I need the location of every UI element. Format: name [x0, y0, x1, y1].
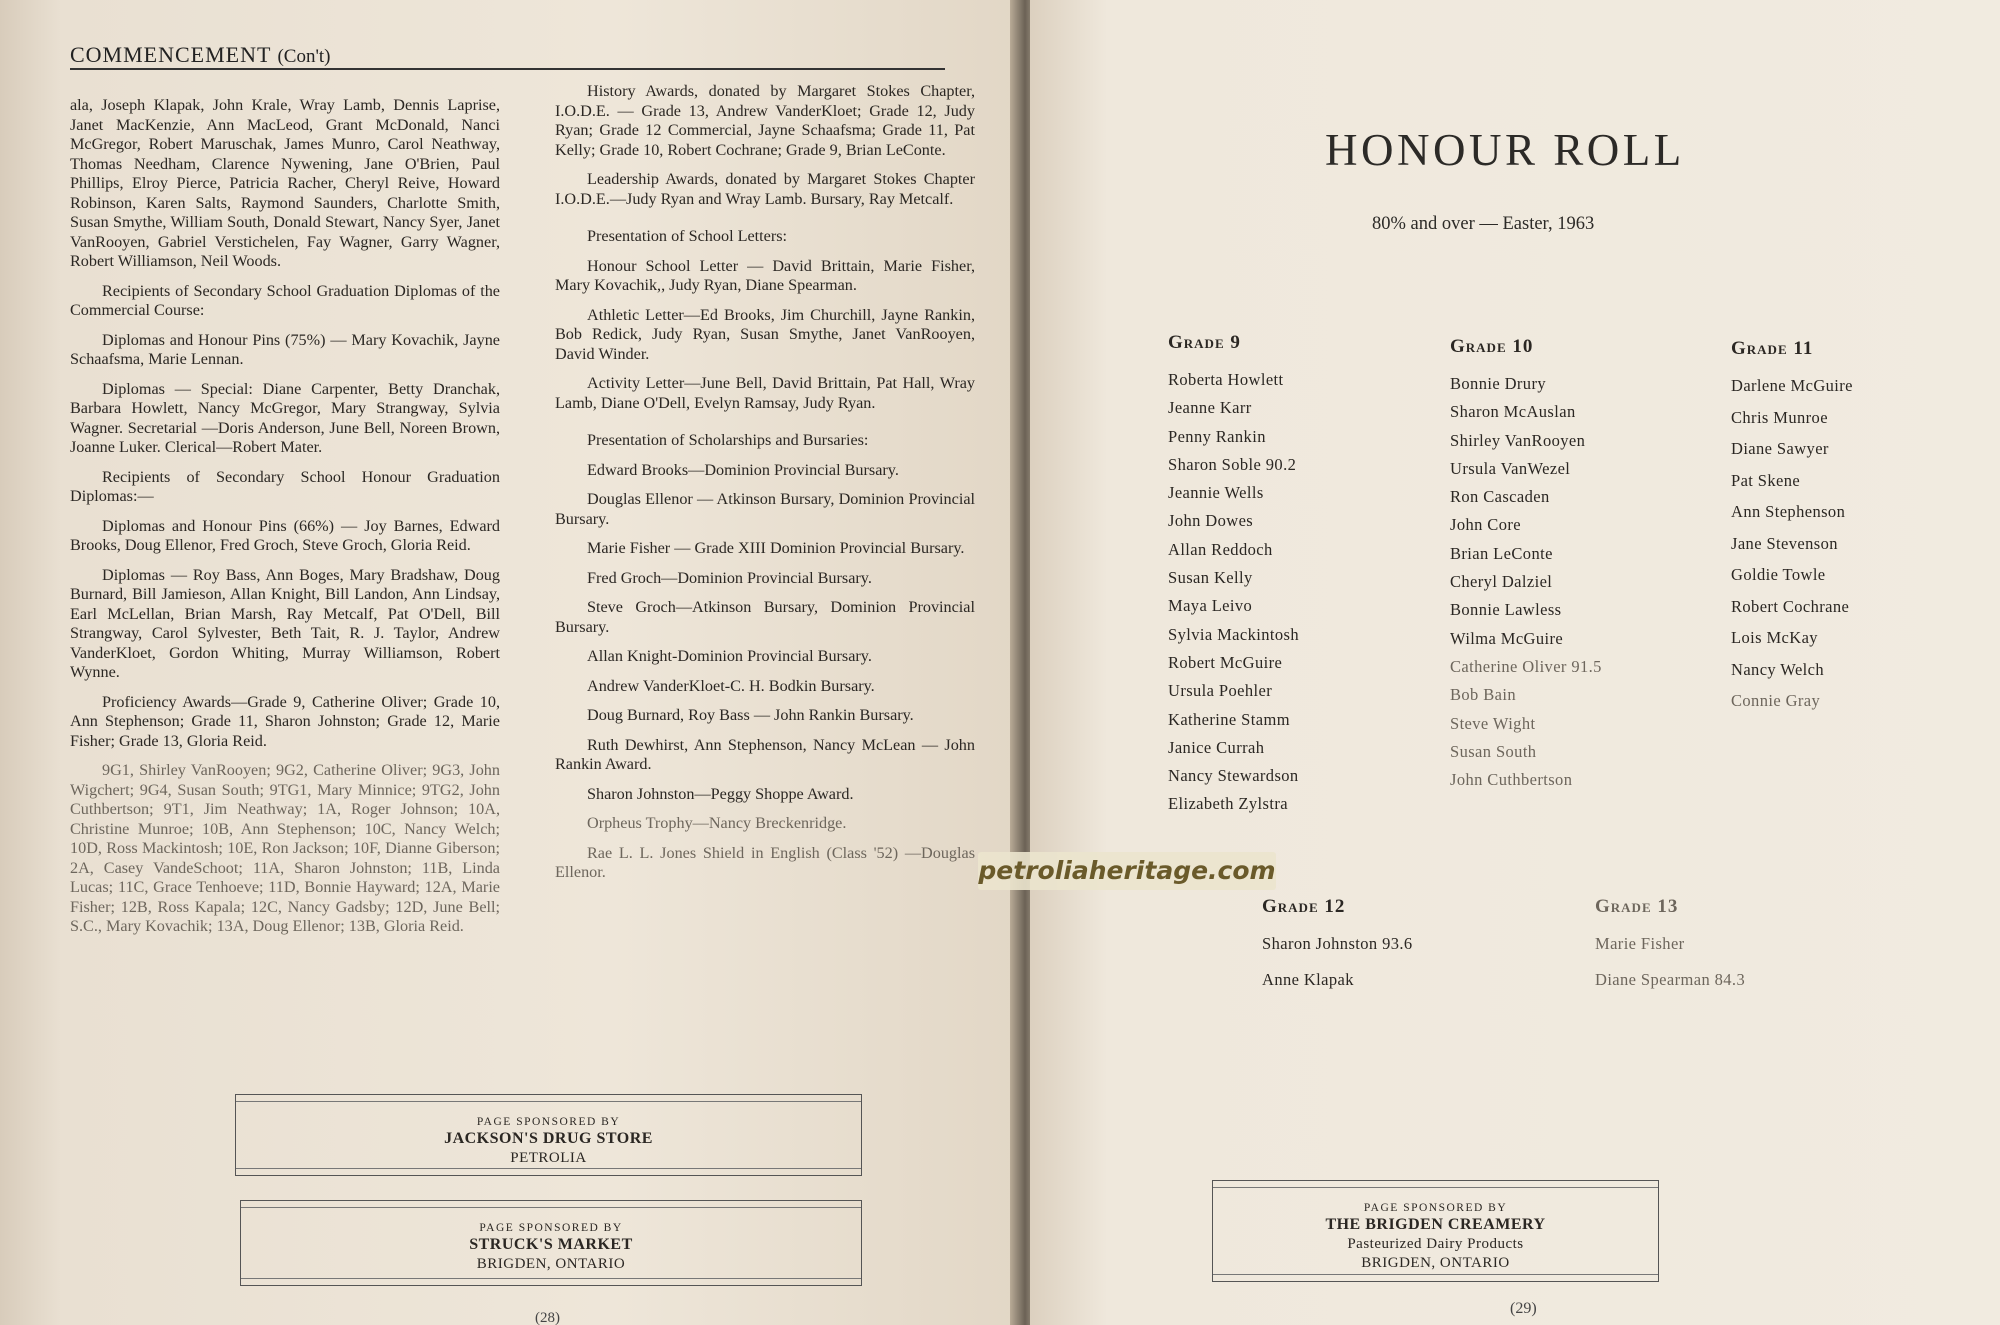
- list-item: Elizabeth Zylstra: [1168, 794, 1288, 814]
- list-item: Susan Kelly: [1168, 568, 1253, 588]
- list-item: Chris Munroe: [1731, 407, 1828, 427]
- sponsor-box-jacksons: [235, 1094, 862, 1176]
- paragraph: Doug Burnard, Roy Bass — John Rankin Bursary.: [587, 706, 914, 724]
- sponsor-name: STRUCK'S MARKET: [469, 1236, 633, 1253]
- list-item: Katherine Stamm: [1168, 709, 1290, 729]
- list-item: Roberta Howlett: [1168, 370, 1284, 389]
- paragraph: Steve Groch—Atkinson Bursary, Dominion Provincial Bursary.: [555, 598, 975, 636]
- paragraph: Edward Brooks—Dominion Provincial Bursary.: [587, 460, 899, 479]
- list-item: John Cuthbertson: [1450, 770, 1573, 790]
- list-item: Janice Currah: [1168, 737, 1265, 757]
- list-item: John Dowes: [1168, 511, 1254, 531]
- grade-10-list: [1450, 336, 1602, 798]
- list-item: Lois McKay: [1731, 628, 1818, 647]
- list-item: Shirley VanRooyen: [1450, 430, 1586, 450]
- paragraph: Diplomas and Honour Pins (75%) — Mary Kovachik, Jayne Schaafsma, Marie Lennan.: [70, 330, 500, 368]
- sponsor-box-inner: [1213, 1187, 1658, 1275]
- list-item: Sharon Johnston 93.6: [1262, 934, 1413, 953]
- paragraph: Diplomas — Special: Diane Carpenter, Betty Dranchak, Barbara Howlett, Nancy McGregor, Mary Strangway, Sylvia Wagner. Secretarial —Doris Anderson, June Bell, Noreen Brown, Joanne Luker. Clerical—Robert Mater.: [70, 379, 500, 456]
- watermark-logo: petroliaheritage.com: [978, 852, 1276, 890]
- grade-heading: Grade 12: [1262, 896, 1346, 917]
- list-item: Maya Leivo: [1168, 596, 1253, 616]
- list-item: Goldie Towle: [1731, 565, 1826, 584]
- left-column-b: [555, 82, 975, 893]
- paragraph: 9G1, Shirley VanRooyen; 9G2, Catherine Oliver; 9G3, John Wigchert; 9G4, Susan South; 9TG1, Mary Minnice; 9TG2, John Cuthbertson; 9T1, Jim Neathway; 1A, Roger Johnson; 10A, Christine Munroe; 10B, Ann Stephenson; 10C, Nancy Welch; 10D, Ross Mackintosh; 10E, Ron Jackson; 10F, Dianne Giberson; 2A, Casey VandeSchoot; 11A, Sharon Johnston; 11B, Linda Lucas; 11C, Grace Tenhoeve; 11D, Bonnie Hayward; 12A, Marie Fisher; 12B, Ross Kapala; 12C, Nancy Gadsby; 12D, June Bell; S.C., Mary Kovachik; 13A, Doug Ellenor; 13B, Gloria Reid.: [70, 761, 500, 935]
- grade-12-list: [1262, 896, 1413, 1006]
- paragraph: Honour School Letter — David Brittain, Marie Fisher, Mary Kovachik,, Judy Ryan, Diane Spearman.: [555, 256, 975, 294]
- list-item: Jane Stevenson: [1731, 533, 1838, 553]
- paragraph: Fred Groch—Dominion Provincial Bursary.: [587, 568, 872, 587]
- running-head-title: COMMENCEMENT: [70, 42, 272, 67]
- grade-heading: Grade 10: [1450, 336, 1534, 357]
- sponsor-tagline: Pasteurized Dairy Products: [1347, 1236, 1524, 1252]
- grade-11-list: [1731, 338, 1853, 723]
- list-item: Ursula Poehler: [1168, 681, 1273, 701]
- list-item: Nancy Stewardson: [1168, 766, 1299, 786]
- paragraph: Allan Knight-Dominion Provincial Bursary.: [587, 647, 872, 665]
- paragraph: Marie Fisher — Grade XIII Dominion Provincial Bursary.: [587, 539, 965, 557]
- page-number-left: (28): [535, 1310, 560, 1325]
- sponsor-location: BRIGDEN, ONTARIO: [1361, 1255, 1510, 1271]
- list-item: Ron Cascaden: [1450, 487, 1550, 507]
- list-item: Jeannie Wells: [1168, 483, 1264, 503]
- list-item: Penny Rankin: [1168, 426, 1266, 446]
- grade-9-list: [1168, 332, 1299, 823]
- sponsor-box-inner: [236, 1101, 861, 1169]
- section-heading: Presentation of School Letters:: [587, 227, 788, 245]
- list-item: Marie Fisher: [1595, 934, 1685, 953]
- list-item: Allan Reddoch: [1168, 539, 1273, 559]
- list-item: Nancy Welch: [1731, 659, 1825, 679]
- list-item: Cheryl Dalziel: [1450, 572, 1553, 592]
- list-item: Bonnie Drury: [1450, 374, 1546, 393]
- sponsor-name: THE BRIGDEN CREAMERY: [1325, 1216, 1546, 1233]
- paragraph: Ruth Dewhirst, Ann Stephenson, Nancy McLean — John Rankin Award.: [555, 735, 975, 773]
- sponsor-label: PAGE SPONSORED BY: [479, 1222, 623, 1234]
- paragraph: Diplomas — Roy Bass, Ann Boges, Mary Bradshaw, Doug Burnard, Bill Jamieson, Allan Knight, Bill Landon, Ann Lindsay, Earl McLellan, Brian Marsh, Ray Metcalf, Pat O'Dell, Bill Strangway, Carol Sylvester, Beth Tait, R. J. Taylor, Andrew VanderKloet, Gordon Whiting, Murray Williamson, Robert Wynne.: [70, 565, 500, 681]
- list-item: Pat Skene: [1731, 470, 1801, 490]
- running-head: [70, 42, 330, 68]
- list-item: Steve Wight: [1450, 713, 1536, 733]
- paragraph: History Awards, donated by Margaret Stokes Chapter, I.O.D.E. — Grade 13, Andrew VanderKloet; Grade 12, Judy Ryan; Grade 12 Commercial, Jayne Schaafsma; Grade 11, Pat Kelly; Grade 10, Robert Cochrane; Grade 9, Brian LeConte.: [555, 82, 975, 159]
- paragraph: Douglas Ellenor — Atkinson Bursary, Dominion Provincial Bursary.: [555, 490, 975, 528]
- sponsor-location: PETROLIA: [510, 1150, 587, 1166]
- grade-13-list: [1595, 896, 1745, 1006]
- list-item: Bonnie Lawless: [1450, 600, 1562, 620]
- list-item: Jeanne Karr: [1168, 398, 1252, 418]
- grade-heading: Grade 9: [1168, 332, 1241, 353]
- sponsor-box-brigden-creamery: [1212, 1180, 1659, 1282]
- running-head-cont: (Con't): [277, 46, 331, 67]
- paragraph: Recipients of Secondary School Graduation Diplomas of the Commercial Course:: [70, 281, 500, 319]
- header-rule: [70, 68, 945, 70]
- paragraph: Orpheus Trophy—Nancy Breckenridge.: [587, 814, 847, 832]
- list-item: Darlene McGuire: [1731, 376, 1853, 395]
- sponsor-label: PAGE SPONSORED BY: [1363, 1202, 1508, 1214]
- list-item: Robert Cochrane: [1731, 596, 1850, 616]
- paragraph: ala, Joseph Klapak, John Krale, Wray Lamb, Dennis Laprise, Janet MacKenzie, Ann MacLeod, Grant McDonald, Nanci McGregor, Robert Maruschak, James Munro, Carol Neathway, Thomas Needham, Clarence Nywening, Jane O'Brien, Paul Phillips, Elroy Pierce, Patricia Racher, Cheryl Reive, Howard Robinson, Karen Salts, Raymond Saunders, Charlotte Smith, Susan Smythe, William South, Donald Stewart, Nancy Syer, Janet VanRooyen, Gabriel Verstichelen, Fay Wagner, Garry Wagner, Robert Williamson, Neil Woods.: [70, 96, 500, 270]
- list-item: John Core: [1450, 515, 1521, 535]
- list-item: Bob Bain: [1450, 685, 1516, 705]
- list-item: Diane Sawyer: [1731, 439, 1829, 458]
- paragraph: Recipients of Secondary School Honour Graduation Diplomas:—: [70, 467, 500, 505]
- list-item: Catherine Oliver 91.5: [1450, 656, 1602, 676]
- page-number-right: (29): [1510, 1300, 1537, 1317]
- list-item: Susan South: [1450, 741, 1537, 761]
- paragraph: Activity Letter—June Bell, David Brittain, Pat Hall, Wray Lamb, Diane O'Dell, Evelyn Ramsay, Judy Ryan.: [555, 374, 975, 412]
- list-item: Brian LeConte: [1450, 543, 1553, 563]
- grade-heading: Grade 11: [1731, 338, 1814, 359]
- list-item: Anne Klapak: [1262, 970, 1354, 989]
- grade-heading: Grade 13: [1595, 896, 1679, 917]
- list-item: Sharon Soble 90.2: [1168, 454, 1297, 474]
- sponsor-box-inner: [241, 1207, 861, 1279]
- list-item: Diane Spearman 84.3: [1595, 970, 1746, 989]
- honour-roll-title: HONOUR ROLL: [1325, 125, 1685, 175]
- list-item: Sylvia Mackintosh: [1168, 624, 1300, 644]
- sponsor-location: BRIGDEN, ONTARIO: [476, 1256, 626, 1272]
- list-item: Sharon McAuslan: [1450, 402, 1576, 422]
- paragraph: Leadership Awards, donated by Margaret Stokes Chapter I.O.D.E.—Judy Ryan and Wray Lamb. Bursary, Ray Metcalf.: [555, 170, 975, 208]
- section-heading: Presentation of Scholarships and Bursaries:: [587, 431, 869, 449]
- paragraph: Diplomas and Honour Pins (66%) — Joy Barnes, Edward Brooks, Doug Ellenor, Fred Groch, Steve Groch, Gloria Reid.: [70, 516, 500, 554]
- sponsor-label: PAGE SPONSORED BY: [476, 1116, 621, 1128]
- list-item: Ursula VanWezel: [1450, 458, 1571, 478]
- paragraph: Sharon Johnston—Peggy Shoppe Award.: [587, 784, 854, 803]
- list-item: Connie Gray: [1731, 691, 1821, 710]
- paragraph: Athletic Letter—Ed Brooks, Jim Churchill, Jayne Rankin, Bob Redick, Judy Ryan, Susan Smythe, Janet VanRooyen, David Winder.: [555, 305, 975, 363]
- sponsor-box-strucks: [240, 1200, 862, 1286]
- list-item: Ann Stephenson: [1731, 502, 1846, 521]
- honour-roll-subtitle: 80% and over — Easter, 1963: [1372, 214, 1595, 234]
- paragraph: Rae L. L. Jones Shield in English (Class '52) —Douglas Ellenor.: [555, 843, 975, 881]
- list-item: Wilma McGuire: [1450, 628, 1564, 648]
- left-column-a: [70, 96, 500, 947]
- paragraph: Proficiency Awards—Grade 9, Catherine Oliver; Grade 10, Ann Stephenson; Grade 11, Sharon Johnston; Grade 12, Marie Fisher; Grade 13, Gloria Reid.: [70, 692, 500, 750]
- sponsor-name: JACKSON'S DRUG STORE: [444, 1130, 653, 1147]
- list-item: Robert McGuire: [1168, 652, 1283, 672]
- paragraph: Andrew VanderKloet-C. H. Bodkin Bursary.: [587, 676, 875, 695]
